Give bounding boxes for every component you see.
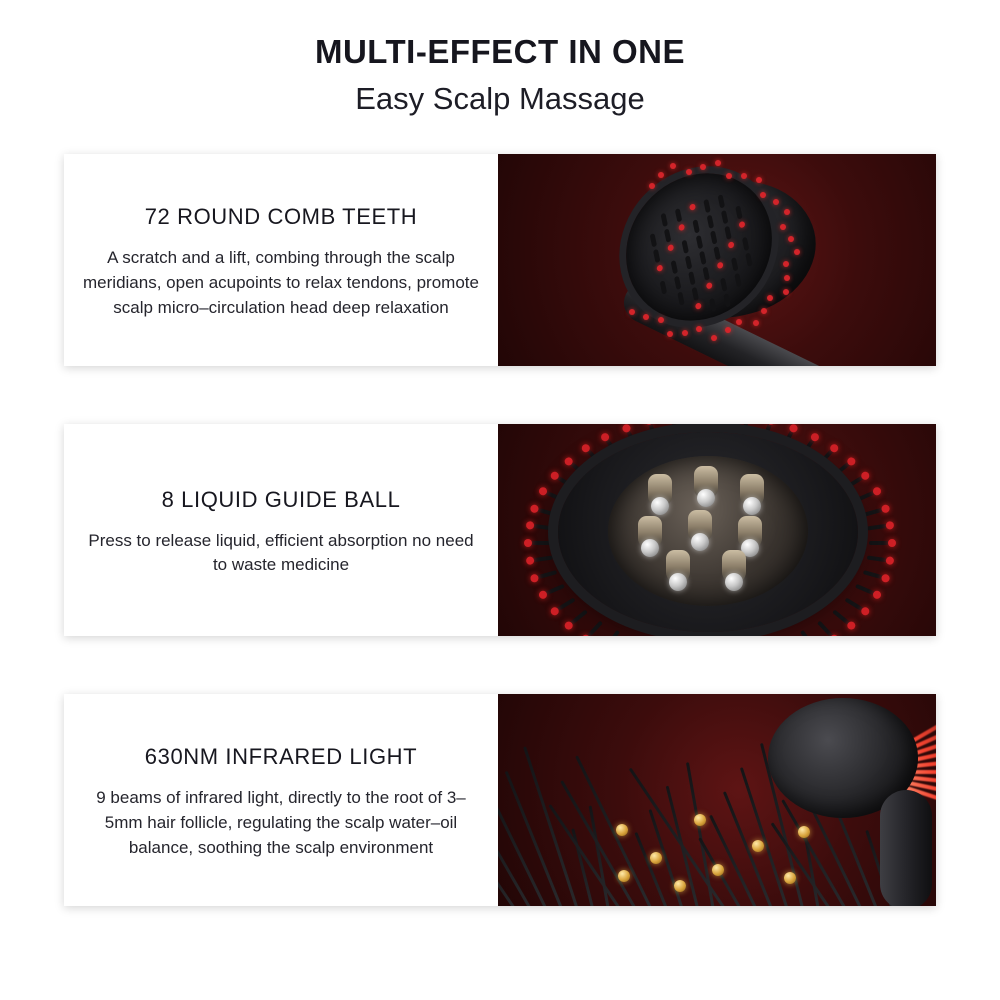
comb-red-dot <box>658 317 664 323</box>
liquid-guide-ball <box>666 550 690 584</box>
comb-red-dot <box>706 282 713 290</box>
comb-red-dot <box>784 209 790 215</box>
comb-tooth <box>742 237 749 251</box>
comb-tooth <box>664 229 671 243</box>
massager-bristle <box>869 541 891 545</box>
comb-tooth <box>699 251 706 265</box>
feature-card <box>64 154 936 366</box>
feature-title: 630NM INFRARED LIGHT <box>144 744 418 770</box>
comb-tooth <box>724 226 731 240</box>
comb-illustration <box>498 154 936 366</box>
comb-red-dot <box>649 183 655 189</box>
comb-red-dot <box>784 275 790 281</box>
liquid-guide-ball <box>738 516 762 550</box>
comb-red-dot <box>700 164 706 170</box>
comb-tooth <box>734 273 741 287</box>
page-subtitle: Easy Scalp Massage <box>355 81 645 117</box>
feature-card <box>64 694 936 906</box>
page-title: MULTI-EFFECT IN ONE <box>314 33 686 70</box>
comb-red-dot <box>658 172 664 178</box>
comb-red-dot <box>689 204 696 212</box>
comb-red-dot <box>728 241 735 249</box>
comb-red-dot <box>717 262 724 270</box>
comb-red-dot <box>656 265 663 273</box>
comb-red-dot <box>767 295 773 301</box>
comb-red-dot <box>726 173 732 179</box>
feature-image-liquid-guide-ball <box>498 424 936 636</box>
massager-handle-shape <box>880 790 932 906</box>
comb-tooth <box>713 246 720 260</box>
page-header <box>0 0 1000 116</box>
comb-red-dot <box>736 319 742 325</box>
feature-description: Press to release liquid, efficient absorption no need to waste medicine <box>88 530 474 575</box>
liquid-guide-ball <box>722 550 746 584</box>
comb-red-dot <box>761 308 767 314</box>
feature-card-text <box>64 424 498 636</box>
feature-description: A scratch and a lift, combing through the scalp meridians, open acupoints to relax tendons, promote scalp micro–circulation head deep relaxation <box>83 248 479 317</box>
feature-image-infrared-light <box>498 694 936 906</box>
feature-card-text <box>64 154 498 366</box>
feature-card-text <box>64 694 498 906</box>
comb-tooth <box>692 220 699 234</box>
comb-red-dot <box>773 199 779 205</box>
liquid-guide-ball <box>638 516 662 550</box>
comb-tooth <box>660 281 667 295</box>
comb-tooth <box>677 292 684 306</box>
liquid-guide-ball <box>648 474 672 508</box>
comb-tooth <box>723 294 730 308</box>
feature-image-comb-head <box>498 154 936 366</box>
comb-tooth <box>685 256 692 270</box>
comb-tooth <box>674 276 681 290</box>
comb-red-dot <box>788 236 794 242</box>
feature-card <box>64 424 936 636</box>
comb-red-dot <box>794 249 800 255</box>
comb-tooth <box>710 231 717 245</box>
comb-tooth <box>702 267 709 281</box>
comb-red-dot <box>667 331 673 337</box>
comb-tooth <box>731 258 738 272</box>
comb-tooth <box>688 271 695 285</box>
comb-tooth <box>703 199 710 213</box>
comb-tooth <box>745 253 752 267</box>
comb-red-dot <box>783 261 789 267</box>
comb-tooth <box>681 240 688 254</box>
liquid-guide-ball <box>688 510 712 544</box>
comb-tooth <box>718 195 725 209</box>
comb-tooth <box>675 208 682 222</box>
feature-description: 9 beams of infrared light, directly to the root of 3–5mm hair follicle, regulating the scalp water–oil balance, soothing the scalp environment <box>96 788 466 857</box>
comb-tooth <box>696 235 703 249</box>
comb-tooth <box>653 249 660 263</box>
comb-red-dot <box>756 177 762 183</box>
comb-red-dot <box>667 244 674 252</box>
comb-tooth <box>720 278 727 292</box>
comb-red-dot <box>695 303 702 311</box>
comb-red-dot <box>686 169 692 175</box>
feature-card-list <box>0 154 1000 906</box>
feature-title: 72 ROUND COMB TEETH <box>144 204 418 230</box>
massager-bristle <box>529 541 551 545</box>
comb-tooth <box>709 298 716 312</box>
comb-tooth <box>692 287 699 301</box>
comb-red-dot <box>753 320 759 326</box>
comb-tooth <box>671 260 678 274</box>
feature-title: 8 LIQUID GUIDE BALL <box>161 486 401 512</box>
comb-red-dot <box>678 224 685 232</box>
comb-tooth <box>707 215 714 229</box>
liquid-guide-ball <box>740 474 764 508</box>
comb-tooth <box>650 234 657 248</box>
comb-tooth <box>721 210 728 224</box>
comb-tooth <box>735 206 742 220</box>
comb-red-dot <box>783 289 789 295</box>
comb-red-dot <box>629 309 635 315</box>
comb-red-dot <box>739 221 746 229</box>
comb-tooth <box>661 213 668 227</box>
comb-red-dot <box>670 163 676 169</box>
comb-red-dot <box>682 330 688 336</box>
liquid-guide-ball <box>694 466 718 500</box>
